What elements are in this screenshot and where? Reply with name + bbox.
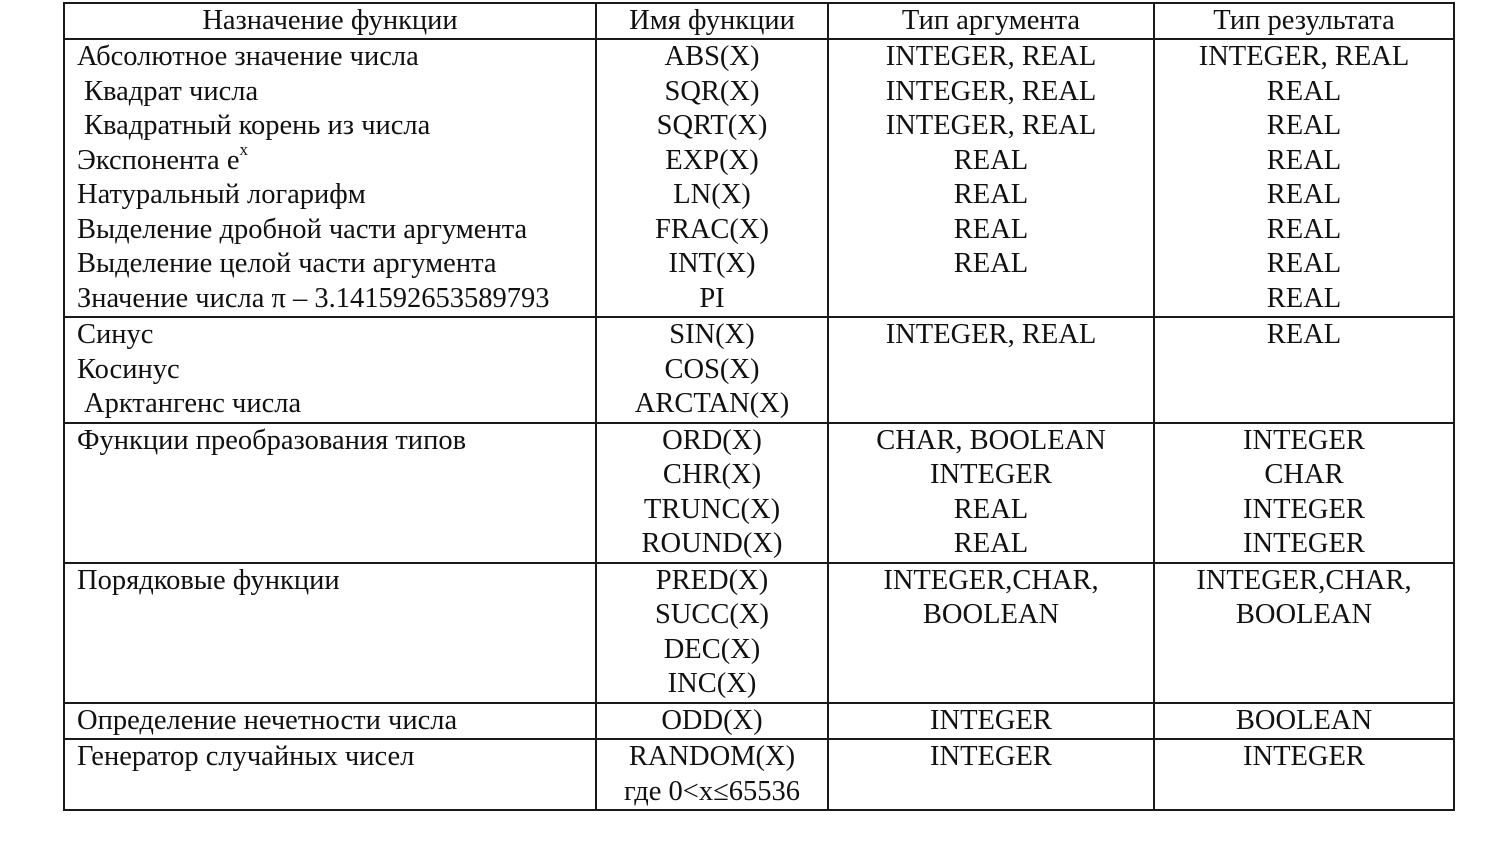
purpose-cell [64,317,596,423]
argument-type: INTEGER [930,741,1052,772]
argument-type: REAL [953,248,1029,279]
argument-type: INTEGER, REAL [885,41,1097,72]
result-type-cell [1154,739,1454,810]
argument-type: INTEGER,CHAR, [883,564,1099,596]
result-type: REAL [1266,319,1342,350]
purpose-text: Выделение целой части аргумента [77,248,497,279]
result-type: INTEGER, REAL [1198,41,1410,72]
argument-type: REAL [953,144,1029,176]
result-type: REAL [1266,75,1342,107]
function-name: FRAC(X) [654,213,769,245]
result-type: REAL [1266,213,1342,245]
purpose-text: Абсолютное значение числа [77,41,419,72]
argument-type: REAL [953,528,1029,559]
argument-type-cell [828,563,1154,703]
purpose-text: Значение числа π – 3.141592653589793 [77,282,550,314]
purpose-cell [64,739,596,810]
purpose-text: Выделение дробной части аргумента [77,213,528,245]
function-name: COS(X) [664,353,760,385]
purpose-cell [64,423,596,563]
purpose-text: Функции преобразования типов [77,424,467,456]
purpose-text: Порядковые функции [77,564,340,596]
purpose-text: Натуральный логарифм [77,179,366,210]
result-type-cell [1154,317,1454,423]
function-name: ABS(X) [664,41,760,72]
result-type: BOOLEAN [1235,704,1373,736]
result-type: REAL [1266,282,1342,314]
purpose-cell [64,39,596,317]
argument-type: REAL [953,493,1029,525]
table-row [64,739,1454,810]
purpose-cell [64,703,596,740]
function-name: SUCC(X) [654,599,769,630]
result-type: CHAR [1264,459,1344,490]
function-name: INC(X) [667,668,757,699]
result-type: BOOLEAN [1235,599,1373,630]
function-name: EXP(X) [665,144,759,176]
function-name-cell [596,703,828,740]
result-type: INTEGER [1243,528,1365,559]
argument-type: REAL [953,179,1029,210]
result-type: REAL [1266,248,1342,279]
functions-table [63,2,1455,811]
purpose-text: Генератор случайных чисел [77,741,415,772]
function-name-cell [596,563,828,703]
result-type-cell [1154,563,1454,703]
argument-type: REAL [953,213,1029,245]
function-note: где 0<x≤65536 [623,775,800,807]
result-type-cell [1154,423,1454,563]
function-name: ARCTAN(X) [634,388,790,419]
argument-type: INTEGER, REAL [885,319,1097,350]
argument-type: INTEGER, REAL [885,75,1097,107]
function-name: SIN(X) [669,319,755,350]
function-name: CHR(X) [662,459,762,490]
function-name: ROUND(X) [641,528,783,559]
function-name: PRED(X) [655,564,769,596]
table-row [64,317,1454,423]
argument-type-cell [828,423,1154,563]
function-name: ODD(X) [661,704,763,736]
purpose-cell [64,563,596,703]
result-type: INTEGER [1243,493,1365,525]
function-name: ORD(X) [662,424,762,456]
function-name: SQR(X) [664,75,760,107]
table-row [64,563,1454,703]
result-type: REAL [1266,144,1342,176]
purpose-text-exp [77,139,595,179]
purpose-text: Квадратный корень из числа [84,110,431,141]
result-type-cell [1154,39,1454,317]
function-name: PI [699,282,725,314]
function-name: INT(X) [668,248,756,279]
table-row [64,423,1454,563]
exp-superscript: x [239,139,248,159]
header-argument-type: Тип аргумента [828,3,1154,39]
result-type: REAL [1266,179,1342,210]
function-name-cell [596,39,828,317]
argument-type: CHAR, BOOLEAN [876,424,1106,456]
function-name: RANDOM(X) [628,741,796,772]
result-type: INTEGER [1243,424,1365,456]
result-type: REAL [1266,110,1342,141]
argument-type-cell [828,39,1154,317]
argument-type: INTEGER [930,459,1052,490]
argument-type-cell [828,317,1154,423]
function-name: DEC(X) [663,633,761,665]
argument-type [829,282,1153,317]
header-row [64,3,1454,39]
argument-type: INTEGER, REAL [885,110,1097,141]
function-name: TRUNC(X) [643,493,781,525]
table-row [64,703,1454,740]
header-purpose: Назначение функции [64,3,596,39]
result-type: INTEGER [1243,741,1365,772]
function-name: SQRT(X) [656,110,768,141]
argument-type-cell [828,703,1154,740]
function-name-cell [596,317,828,423]
function-name: LN(X) [673,179,751,210]
table-row [64,39,1454,317]
header-result-type: Тип результата [1154,3,1454,39]
purpose-text: Косинус [77,353,180,385]
function-name-cell [596,739,828,810]
purpose-text: Синус [77,319,154,350]
argument-type-cell [828,739,1154,810]
argument-type: BOOLEAN [922,599,1060,630]
purpose-text: Определение нечетности числа [77,704,458,736]
purpose-text: Квадрат числа [84,75,259,107]
result-type: INTEGER,CHAR, [1196,564,1412,596]
header-function-name: Имя функции [596,3,828,39]
purpose-text: Экспонента e [77,144,240,176]
result-type-cell [1154,703,1454,740]
argument-type: INTEGER [930,704,1052,736]
function-name-cell [596,423,828,563]
purpose-text: Арктангенс числа [84,388,302,419]
